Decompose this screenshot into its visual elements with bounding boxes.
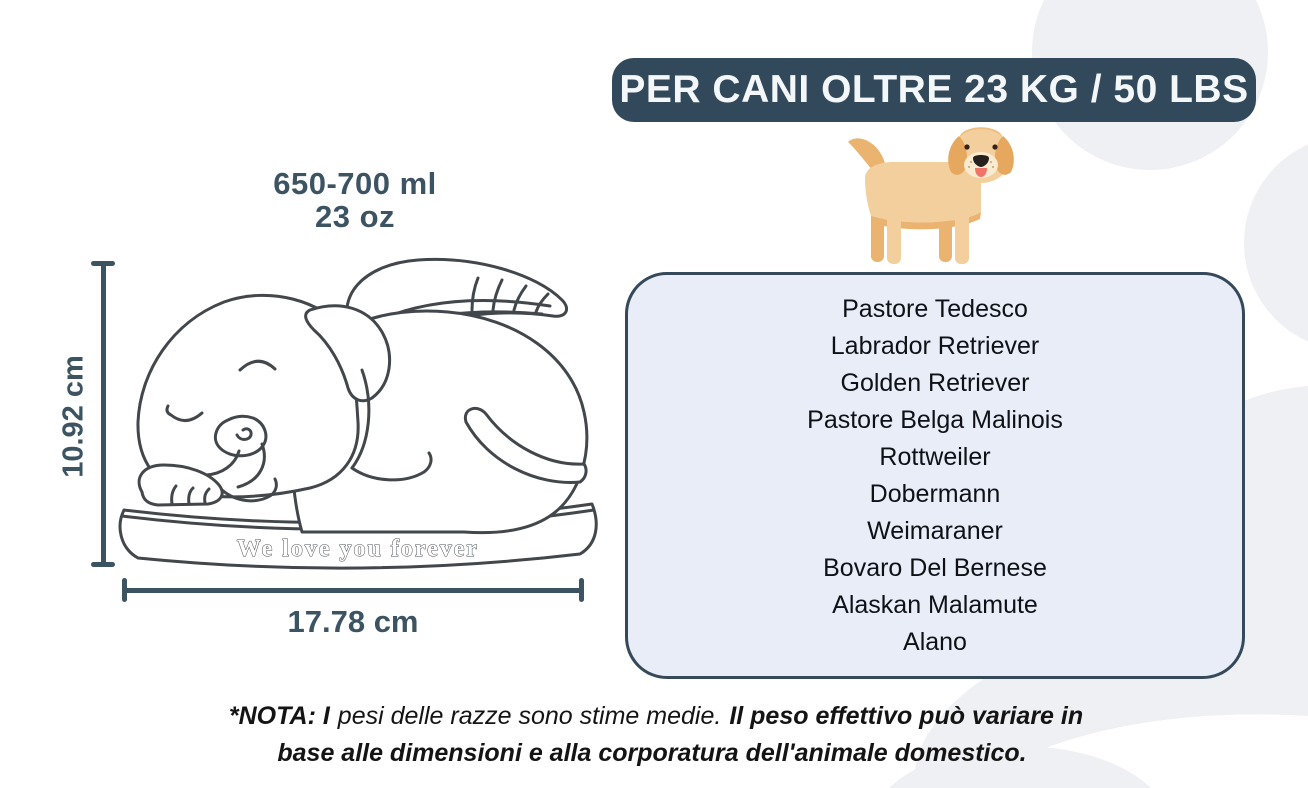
height-value: 10.92 cm	[57, 355, 90, 478]
breed-item: Alaskan Malamute	[832, 590, 1038, 619]
breed-item: Rottweiler	[879, 442, 991, 471]
dimension-cap	[579, 578, 584, 602]
dimension-cap	[91, 562, 115, 567]
height-dimension-line	[91, 261, 115, 567]
size-category-banner	[612, 58, 1256, 122]
breed-item: Dobermann	[869, 479, 1001, 508]
breed-item: Pastore Tedesco	[842, 294, 1028, 323]
volume-oz: 23 oz	[314, 199, 396, 234]
width-dimension-line	[122, 578, 584, 602]
volume-ml: 650-700 ml	[273, 166, 437, 201]
retriever-shapes	[848, 127, 1014, 264]
angel-dog-urn-illustration	[112, 250, 604, 582]
breed-item: Bovaro Del Bernese	[823, 553, 1047, 582]
engraving-text: We love you forever	[236, 536, 480, 562]
breed-item: Alano	[903, 627, 967, 656]
golden-retriever-icon	[843, 120, 1025, 270]
footnote-regular: pesi delle razze sono stime medie.	[337, 702, 722, 730]
dimension-bar	[124, 588, 582, 593]
breed-list-panel	[625, 272, 1245, 679]
breed-item: Golden Retriever	[840, 368, 1030, 397]
footnote	[204, 698, 1104, 772]
footnote-bold-prefix: *NOTA: I	[228, 702, 330, 730]
footnote-bold-rest: Il peso effettivo può variare in base alle dimensioni e alla corporatura dell'animale domestico.	[277, 702, 1084, 767]
dimension-bar	[101, 263, 106, 565]
width-value: 17.78 cm	[287, 604, 419, 639]
breed-item: Weimaraner	[867, 516, 1003, 545]
breed-item: Pastore Belga Malinois	[807, 405, 1063, 434]
banner-label: PER CANI OLTRE 23 KG / 50 LBS	[619, 68, 1249, 111]
breed-item: Labrador Retriever	[830, 331, 1040, 360]
volume-label	[200, 167, 510, 233]
